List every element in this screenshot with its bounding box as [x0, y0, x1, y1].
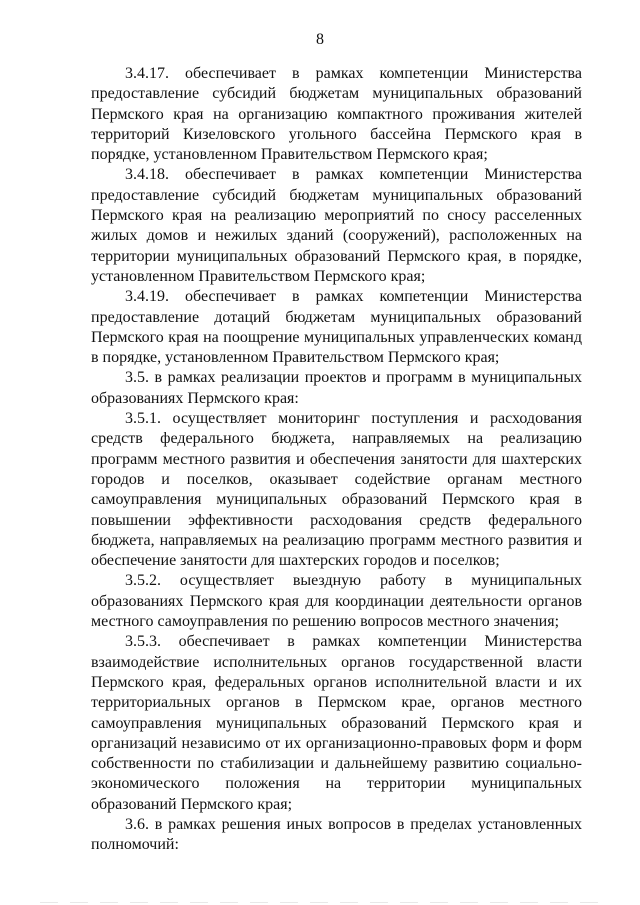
- paragraph-3-5-3: 3.5.3. обеспечивает в рамках компетенции Министерства взаимодействие исполнительных органов государственной власти Пермского края, федеральных органов исполнительной власти и их территориальных органов в Пермском крае, органов местного самоуправления муниципальных образований Пермского края и организаций независимо от их организационно-правовых форм и форм собственности по стабилизации и дальнейшему развитию социально-экономического положения на территории муниципальных образований Пермского края;: [91, 633, 582, 813]
- paragraph-3-4-18: 3.4.18. обеспечивает в рамках компетенции Министерства предоставление субсидий бюджетам муниципальных образований Пермского края на реализацию мероприятий по сносу расселенных жилых домов и нежилых зданий (сооружений), расположенных на территории муниципальных образований Пермского края, в порядке, установленном Правительством Пермского края;: [91, 166, 582, 285]
- paragraph-3-4-19: 3.4.19. обеспечивает в рамках компетенции Министерства предоставление дотаций бюджетам муниципальных образований Пермского края на поощрение муниципальных управленческих команд в порядке, установленном Правительством Пермского края;: [91, 288, 582, 367]
- paragraph-3-5-2: 3.5.2. осуществляет выездную работу в муниципальных образованиях Пермского края для координации деятельности органов местного самоуправления по решению вопросов местного значения;: [91, 572, 582, 631]
- paragraph-3-5-1: 3.5.1. осуществляет мониторинг поступления и расходования средств федерального бюджета, направляемых на реализацию программ местного развития и обеспечения занятости для шахтерских городов и поселков, оказывает содействие органам местного самоуправления муниципальных образований Пермского края в повышении эффективности расходования средств федерального бюджета, направляемых на реализацию программ местного развития и обеспечение занятости для шахтерских городов и поселков;: [91, 410, 582, 570]
- scan-bottom-edge: [40, 902, 600, 903]
- paragraph-3-4-17: 3.4.17. обеспечивает в рамках компетенции Министерства предоставление субсидий бюджетам муниципальных образований Пермского края на организацию компактного проживания жителей территорий Кизеловского угольного бассейна Пермского края в порядке, установленном Правительством Пермского края;: [91, 65, 582, 164]
- page-number: 8: [316, 31, 324, 48]
- paragraph-3-5: 3.5. в рамках реализации проектов и программ в муниципальных образованиях Пермского края:: [91, 369, 582, 407]
- paragraph-3-6: 3.6. в рамках решения иных вопросов в пределах установленных полномочий:: [91, 815, 582, 854]
- document-body: [91, 64, 582, 856]
